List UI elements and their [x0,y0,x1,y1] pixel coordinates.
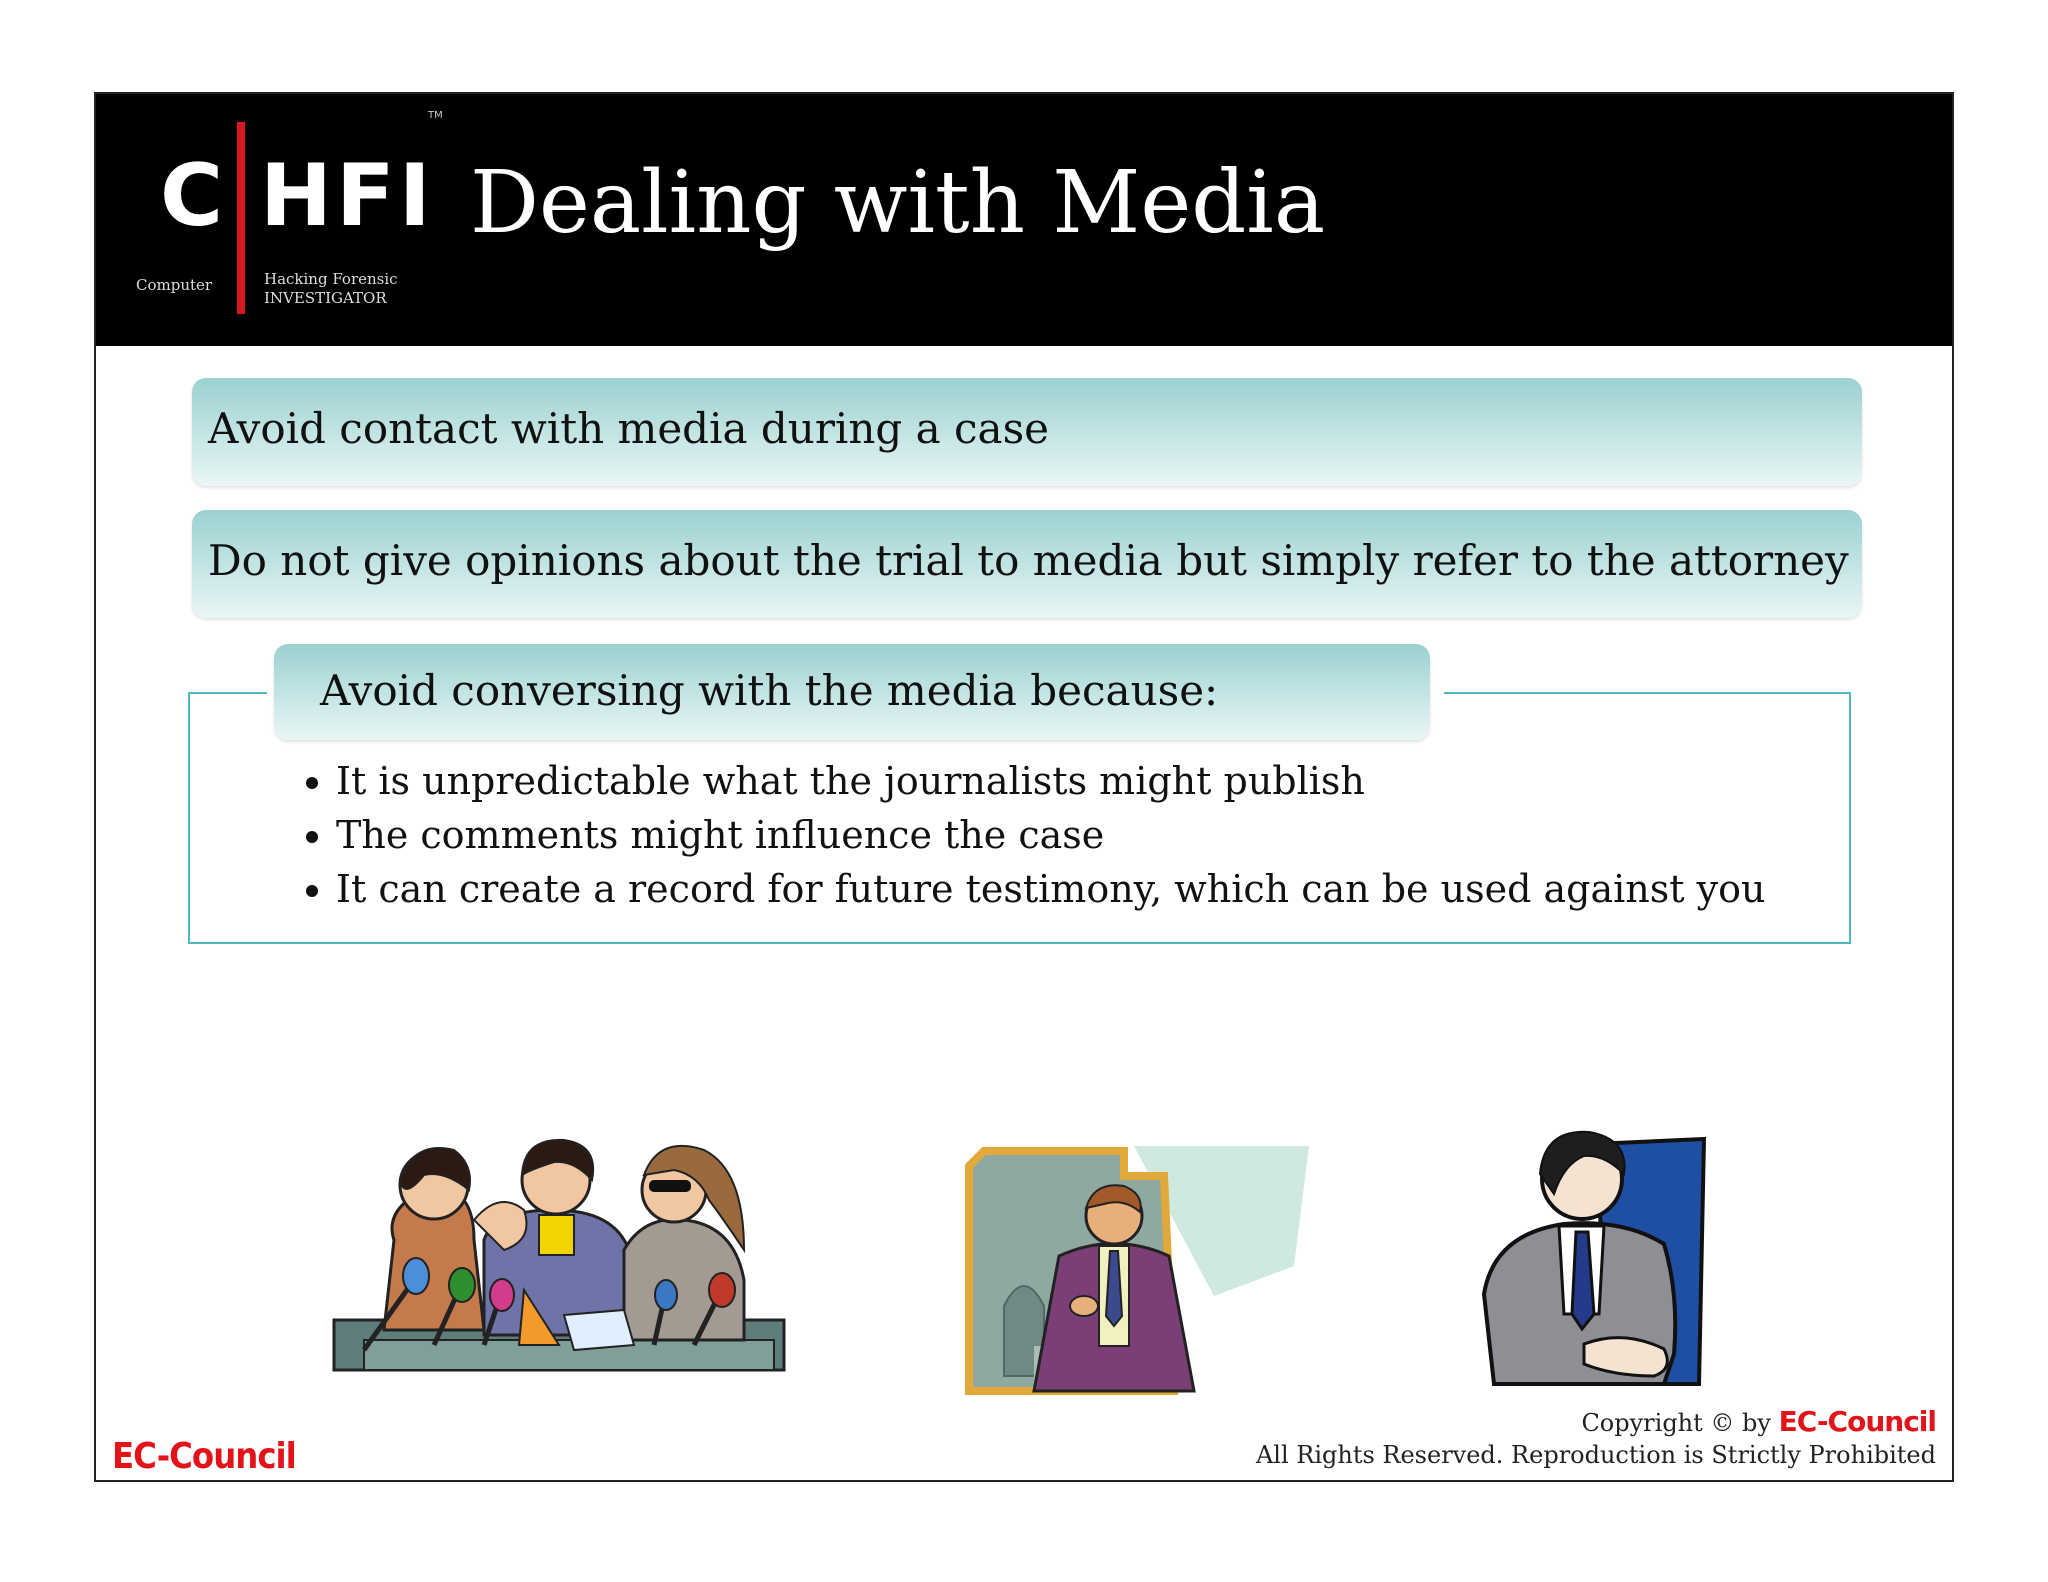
point-box-1 [192,378,1862,486]
logo-trademark: TM [428,110,443,121]
businessman-clipart [1474,1114,1734,1394]
logo-hacking-forensic: Hacking Forensic [264,270,398,288]
point-box-2 [192,510,1862,618]
logo-investigator: INVESTIGATOR [264,289,387,307]
reason-item-3: • It can create a record for future testimony, which can be used against you [336,862,1765,916]
slide-title: Dealing with Media [470,153,1326,253]
reporter-clipart [964,1146,1314,1406]
copyright-notice [1256,1406,1936,1471]
point-text-2: Do not give opinions about the trial to media but simply refer to the attorney [208,536,1849,585]
slide-header [96,94,1952,346]
slide [94,92,1954,1482]
logo-computer-label: Computer [136,276,213,294]
logo-letters-hfi: HFI [260,146,435,246]
copyright-brand: EC-Council [1778,1405,1936,1438]
reasons-heading-box [274,644,1430,740]
copyright-text: Copyright © by [1581,1409,1771,1437]
logo-subtitle [264,270,398,308]
rights-text: All Rights Reserved. Reproduction is Strictly Prohibited [1255,1441,1936,1469]
point-text-1: Avoid contact with media during a case [208,404,1049,453]
logo-letter-c: C [160,146,224,246]
reasons-heading: Avoid conversing with the media because: [320,666,1219,715]
logo-red-bar [237,122,245,314]
footer-brand-logo: EC-Council [112,1436,296,1477]
reason-item-2: • The comments might influence the case [336,808,1765,862]
chfi-logo [136,108,443,328]
reasons-list [296,754,1765,916]
copyright-line [1256,1406,1936,1439]
reason-item-1: • It is unpredictable what the journalists might publish [336,754,1765,808]
press-conference-clipart [324,1130,794,1380]
